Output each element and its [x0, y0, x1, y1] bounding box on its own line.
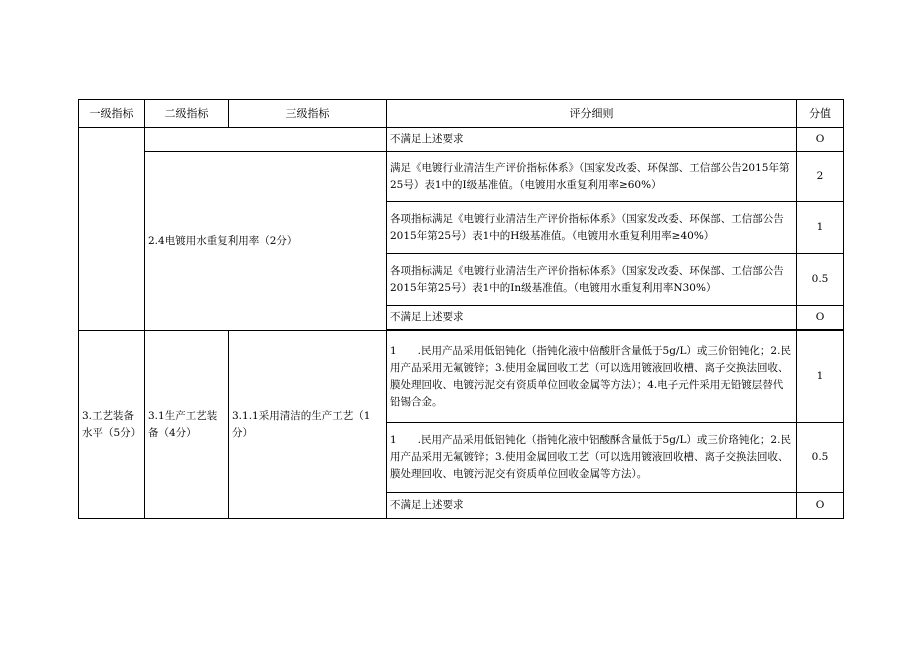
header-level2: 二级指标: [145, 100, 229, 128]
rule-cell: 不满足上述要求: [387, 306, 797, 330]
level1-cell-empty: [79, 128, 145, 331]
header-level1: 一级指标: [79, 100, 145, 128]
score-cell: O: [797, 128, 844, 152]
rule-cell: 不满足上述要求: [387, 128, 797, 152]
level1-process-equipment: 3.工艺装备水平（5分）: [79, 331, 145, 519]
score-cell: 1: [797, 331, 844, 423]
table-row: [79, 331, 844, 423]
scoring-table: [78, 99, 844, 519]
score-cell: 2: [797, 152, 844, 202]
rule-cell: 各项指标满足《电镀行业清洁生产评价指标体系》（国家发改委、环保部、工信部公告2015年第25号）表1中的H级基准值。（电镀用水重复利用率≥40%）: [387, 202, 797, 254]
rule-cell: 1 .民用产品采用低铝钝化（指钝化液中倍酸肝含量低于5g/L）或三价铝钝化；2.民用产品采用无氟镀锌；3.使用金属回收工艺（可以选用镀液回收槽、离子交换法回收、膜处理回收、电镀污泥交有资质单位回收金属等方法）；4.电子元件采用无铅镀层替代铅锡合金。: [387, 331, 797, 423]
level3-clean-process: 3.1.1采用清洁的生产工艺（1分）: [229, 331, 387, 519]
rule-cell: 各项指标满足《电镀行业清洁生产评价指标体系》（国家发改委、环保部、工信部公告2015年第25号）表1中的In级基准值。（电镀用水重复利用率N30%）: [387, 254, 797, 306]
header-level3: 三级指标: [229, 100, 387, 128]
score-cell: O: [797, 493, 844, 519]
header-rules: 评分细则: [387, 100, 797, 128]
table-row: [79, 128, 844, 152]
header-row: [79, 100, 844, 128]
level2-production-equipment: 3.1生产工艺装备（4分）: [145, 331, 229, 519]
table-row: [79, 152, 844, 202]
header-score: 分值: [797, 100, 844, 128]
level2-3-cell-empty: [145, 128, 387, 152]
rule-cell: 不满足上述要求: [387, 493, 797, 519]
score-cell: 0.5: [797, 254, 844, 306]
indicator-2-4: 2.4电镀用水重复利用率（2分）: [145, 152, 387, 331]
score-cell: 0.5: [797, 423, 844, 493]
rule-cell: 1 .民用产品采用低铝钝化（指钝化液中铝酸酥含量低于5g/L）或三价珞钝化；2.民用产品采用无氟镀锌；3.使用金属回收工艺（可以选用镀液回收槽、离子交换法回收、膜处理回收、电镀污泥交有资质单位回收金属等方法）。: [387, 423, 797, 493]
rule-cell: 满足《电镀行业清洁生产评价指标体系》（国家发改委、环保部、工信部公告2015年第25号）表1中的I级基准值。（电镀用水重复利用率≥60%）: [387, 152, 797, 202]
score-cell: O: [797, 306, 844, 330]
score-cell: 1: [797, 202, 844, 254]
